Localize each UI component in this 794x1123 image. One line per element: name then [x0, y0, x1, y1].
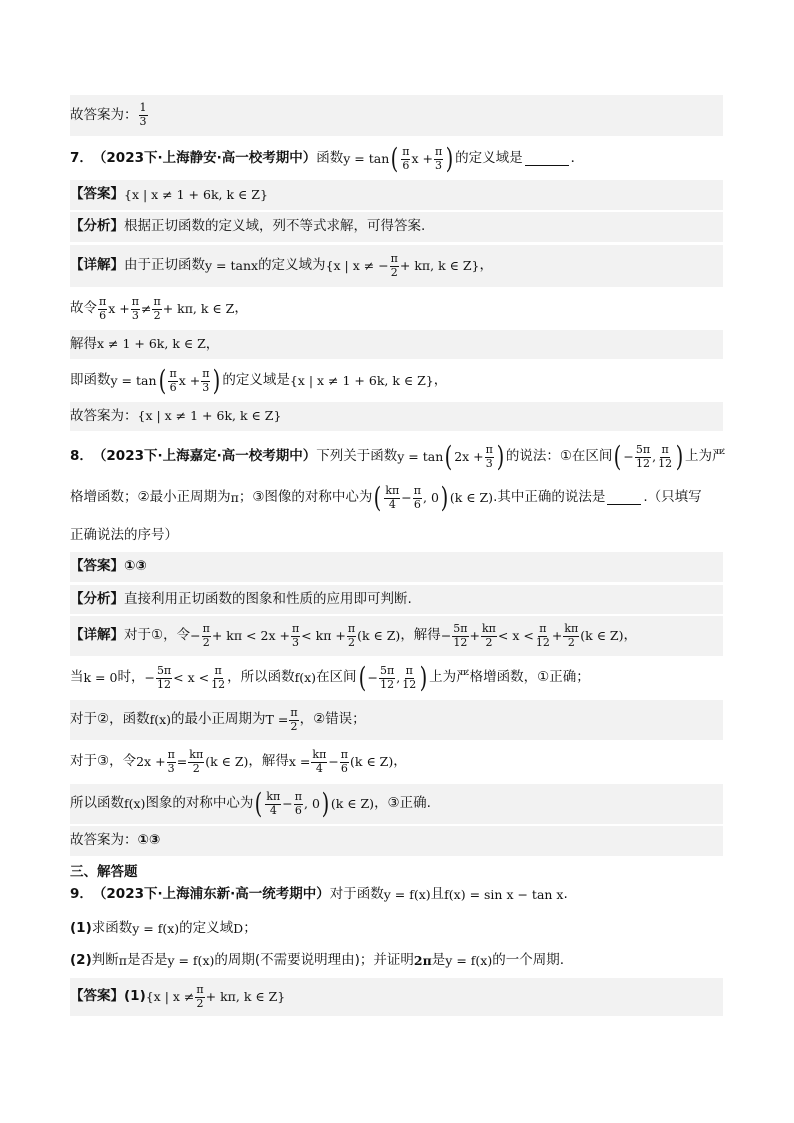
answer-label: 故答案为： — [70, 106, 138, 123]
answer-row-q6 — [70, 95, 723, 136]
answer-row-q8: 故答案为： ①③ — [70, 826, 723, 856]
question-7: 7． （2023下·上海静安·高一校考期中） 函数 y = tan ( $\frac{\pi}{6}$ x + $\frac{\pi}{3}$ ) 的定义域是 ． — [70, 142, 585, 175]
answer-row-q7: 故答案为： {x | x ≠ 1 + 6k, k ∈ Z} — [70, 402, 723, 431]
answer-blank — [525, 153, 569, 166]
analysis-8: 【分析】 直接利用正切函数的图象和性质的应用即可判断. — [70, 585, 723, 614]
question-9-part-2: (2) 判断 π 是否是 y = f(x) 的周期(不需要说明理由)；并证明 2π 是 y = f(x) 的一个周期. — [70, 952, 564, 969]
analysis-7: 【分析】 根据正切函数的定义域，列不等式求解，可得答案. — [70, 212, 723, 242]
detail-8-conclusion: 所以函数 f(x) 图象的对称中心为 ( $\frac{k\pi}{4}$ − $\frac{\pi}{6}$ , 0 ) (k ∈ Z) ，③正确. — [70, 784, 723, 824]
question-8-line-2: 格增函数；②最小正周期为 π ；③图像的对称中心为 ( $\frac{k\pi}{4}$ − $\frac{\pi}{6}$ , 0 ) (k ∈ Z) .其中正确的说法是 .（只填写 — [70, 481, 702, 514]
answer-8: 【答案】 ①③ — [70, 552, 723, 582]
detail-8-k-zero: 当 k = 0 时， − $\frac{5\pi}{12}$ < x < $\frac{\pi}{12}$ ，所以函数 f(x) 在区间 ( − $\frac{5\pi}{12}$ , $\frac{\pi}{12}$ ) 上为严格增函数，①正确； — [70, 661, 590, 694]
question-number: 9． — [70, 886, 93, 903]
detail-8: 【详解】 对于①，令 − $\frac{\pi}{2}$ + kπ < 2x + $\frac{\pi}{3}$ < kπ + $\frac{\pi}{2}$ (k ∈ Z) ，解得 − $\frac{5\pi}{12}$ + $\frac{k\pi}{2}$ < x < $\frac{\pi}{12}$ + $\frac{k\pi}{2}$ (k ∈ Z) ， — [70, 616, 723, 656]
detail-7: 【详解】 由于正切函数 y = tanx 的定义域为 {x | x ≠ − $\frac{\pi}{2}$ + kπ, k ∈ Z} ， — [70, 245, 723, 287]
question-8-line-1: 8． （2023下·上海嘉定·高一校考期中） 下列关于函数 y = tan ( 2x + $\frac{\pi}{3}$ ) 的说法：①在区间 ( − $\frac{5\pi}{12}$ , $\frac{\pi}{12}$ ) 上为严 — [70, 440, 726, 473]
question-8-line-3: 正确说法的序号） — [70, 527, 178, 544]
detail-8-part-2: 对于②，函数 f(x) 的最小正周期为 T = $\frac{\pi}{2}$ ，②错误； — [70, 700, 723, 740]
question-9: 9． （2023下·上海浦东新·高一统考期中） 对于函数 y = f(x) 且 f(x) = sin x − tan x . — [70, 886, 568, 903]
fraction-one-third: $\frac{1}{3}$ — [139, 101, 147, 128]
question-9-part-1: (1) 求函数 y = f(x) 的定义域 D ； — [70, 920, 257, 937]
section-heading: 三、解答题 — [70, 864, 138, 880]
answer-7: 【答案】 {x | x ≠ 1 + 6k, k ∈ Z} — [70, 180, 723, 210]
detail-8-part-3: 对于③，令 2x + $\frac{\pi}{3}$ = $\frac{k\pi}{2}$ (k ∈ Z) ，解得 x = $\frac{k\pi}{4}$ − $\frac{\pi}{6}$ (k ∈ Z) ， — [70, 747, 407, 775]
question-source: （2023下·上海嘉定·高一校考期中） — [92, 448, 317, 465]
question-number: 7． — [70, 150, 93, 167]
answer-9: 【答案】 (1) {x | x ≠ $\frac{\pi}{2}$ + kπ, k ∈ Z} — [70, 978, 723, 1016]
question-source: （2023下·上海浦东新·高一统考期中） — [92, 886, 330, 903]
detail-7-step-3: 解得 x ≠ 1 + 6k, k ∈ Z ， — [70, 330, 723, 359]
answer-blank — [607, 492, 641, 505]
question-source: （2023下·上海静安·高一校考期中） — [92, 150, 317, 167]
detail-7-step-2: 故令 $\frac{\pi}{6}$ x + $\frac{\pi}{3}$ ≠ $\frac{\pi}{2}$ + kπ, k ∈ Z ， — [70, 294, 248, 322]
detail-7-step-4: 即函数 y = tan ( $\frac{\pi}{6}$ x + $\frac{\pi}{3}$ ) 的定义域是 {x | x ≠ 1 + 6k, k ∈ Z} ， — [70, 364, 448, 397]
question-number: 8． — [70, 448, 93, 465]
